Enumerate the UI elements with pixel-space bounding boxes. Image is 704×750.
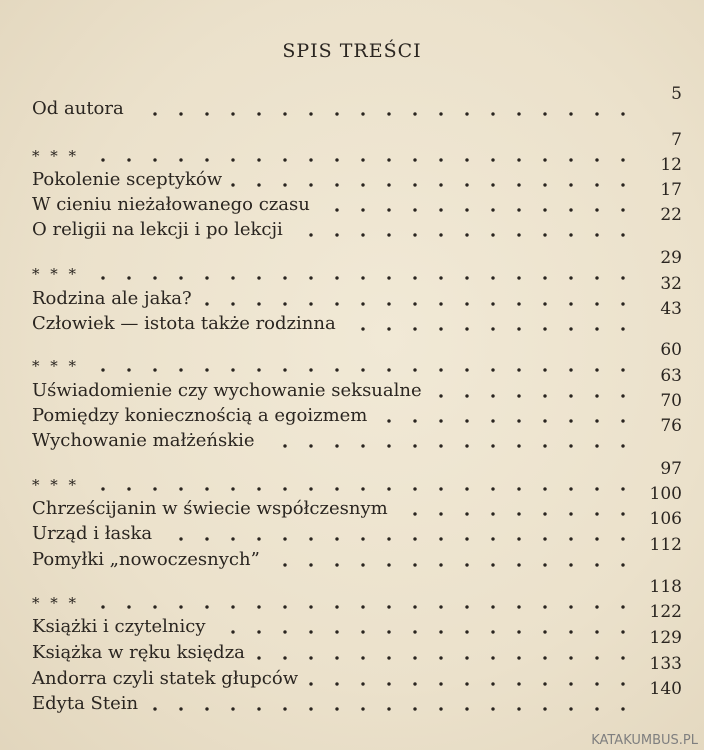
dot-leader	[160, 536, 636, 542]
toc-entry	[32, 366, 682, 402]
entry-page-number: 12	[660, 155, 682, 175]
entry-page-number: 76	[660, 416, 682, 436]
page-title: SPIS TREŚCI	[282, 40, 422, 62]
entry-title: Chrześcijanin w świecie współczesnym	[32, 498, 388, 519]
toc-section-separator	[32, 248, 682, 284]
toc-entry	[32, 180, 682, 216]
entry-title: Uświadomienie czy wychowanie seksualne	[32, 380, 422, 401]
entry-title: O religii na lekcji i po lekcji	[32, 219, 283, 240]
toc-section-separator	[32, 130, 682, 166]
entry-title: Andorra czyli statek głupców	[32, 668, 299, 689]
toc-section-separator	[32, 577, 682, 613]
dot-leader	[396, 511, 636, 517]
entry-title: Pokolenie sceptyków	[32, 169, 223, 190]
toc-entry	[32, 299, 682, 335]
dot-leader	[87, 604, 636, 610]
entry-page-number: 17	[660, 180, 682, 200]
toc-entry	[32, 391, 682, 427]
entry-title: W cieniu nieżałowanego czasu	[32, 194, 310, 215]
section-stars: * * *	[32, 357, 80, 375]
section-stars: * * *	[32, 147, 80, 165]
section-stars: * * *	[32, 594, 80, 612]
dot-leader	[146, 706, 636, 712]
entry-page-number: 97	[660, 459, 682, 479]
entry-page-number: 129	[649, 628, 682, 648]
entry-title: Człowiek — istota także rodzinna	[32, 313, 336, 334]
dot-leader	[214, 629, 636, 635]
entry-page-number: 5	[671, 84, 682, 104]
toc-entry	[32, 535, 682, 571]
toc-entry	[32, 628, 682, 664]
dot-leader	[291, 232, 636, 238]
dot-leader	[375, 418, 636, 424]
entry-page-number: 63	[660, 366, 682, 386]
entry-page-number: 22	[660, 205, 682, 225]
watermark: KATAKUMBUS.PL	[591, 733, 698, 748]
dot-leader	[253, 655, 636, 661]
toc-entry	[32, 274, 682, 310]
toc-section-separator	[32, 459, 682, 495]
entry-page-number: 60	[660, 340, 682, 360]
entry-page-number: 70	[660, 391, 682, 411]
entry-page-number: 122	[649, 602, 682, 622]
entry-page-number: 118	[649, 577, 682, 597]
entry-page-number: 140	[649, 679, 682, 699]
entry-title: Pomiędzy koniecznością a egoizmem	[32, 405, 368, 426]
dot-leader	[263, 443, 636, 449]
entry-title: Książki i czytelnicy	[32, 616, 206, 637]
toc-entry	[32, 509, 682, 545]
section-stars: * * *	[32, 476, 80, 494]
toc-entry	[32, 484, 682, 520]
entry-page-number: 112	[649, 535, 682, 555]
dot-leader	[87, 367, 636, 373]
entry-page-number: 133	[649, 654, 682, 674]
dot-leader	[318, 207, 636, 213]
entry-page-number: 32	[660, 274, 682, 294]
dot-leader	[268, 562, 636, 568]
entry-title: Pomyłki „nowoczesnych”	[32, 549, 260, 570]
entry-page-number: 106	[649, 509, 682, 529]
toc-entry	[32, 84, 682, 120]
dot-leader	[87, 275, 636, 281]
dot-leader	[200, 301, 636, 307]
dot-leader	[306, 681, 636, 687]
toc-entry	[32, 205, 682, 241]
toc-entry	[32, 155, 682, 191]
entry-title: Książka w ręku księdza	[32, 642, 245, 663]
entry-page-number: 29	[660, 248, 682, 268]
entry-title: Edyta Stein	[32, 693, 139, 714]
toc-entry	[32, 679, 682, 715]
dot-leader	[344, 326, 636, 332]
entry-title: Urząd i łaska	[32, 523, 153, 544]
entry-title: Wychowanie małżeńskie	[32, 430, 255, 451]
entry-page-number: 7	[671, 130, 682, 150]
dot-leader	[430, 393, 636, 399]
dot-leader	[87, 157, 636, 163]
entry-page-number: 43	[660, 299, 682, 319]
toc-entry	[32, 416, 682, 452]
dot-leader	[230, 182, 636, 188]
toc-entry	[32, 602, 682, 638]
entry-title: Od autora	[32, 98, 124, 119]
dot-leader	[132, 111, 636, 117]
toc-section-separator	[32, 340, 682, 376]
entry-page-number: 100	[649, 484, 682, 504]
dot-leader	[87, 486, 636, 492]
entry-title: Rodzina ale jaka?	[32, 288, 192, 309]
section-stars: * * *	[32, 265, 80, 283]
toc-entry	[32, 654, 682, 690]
